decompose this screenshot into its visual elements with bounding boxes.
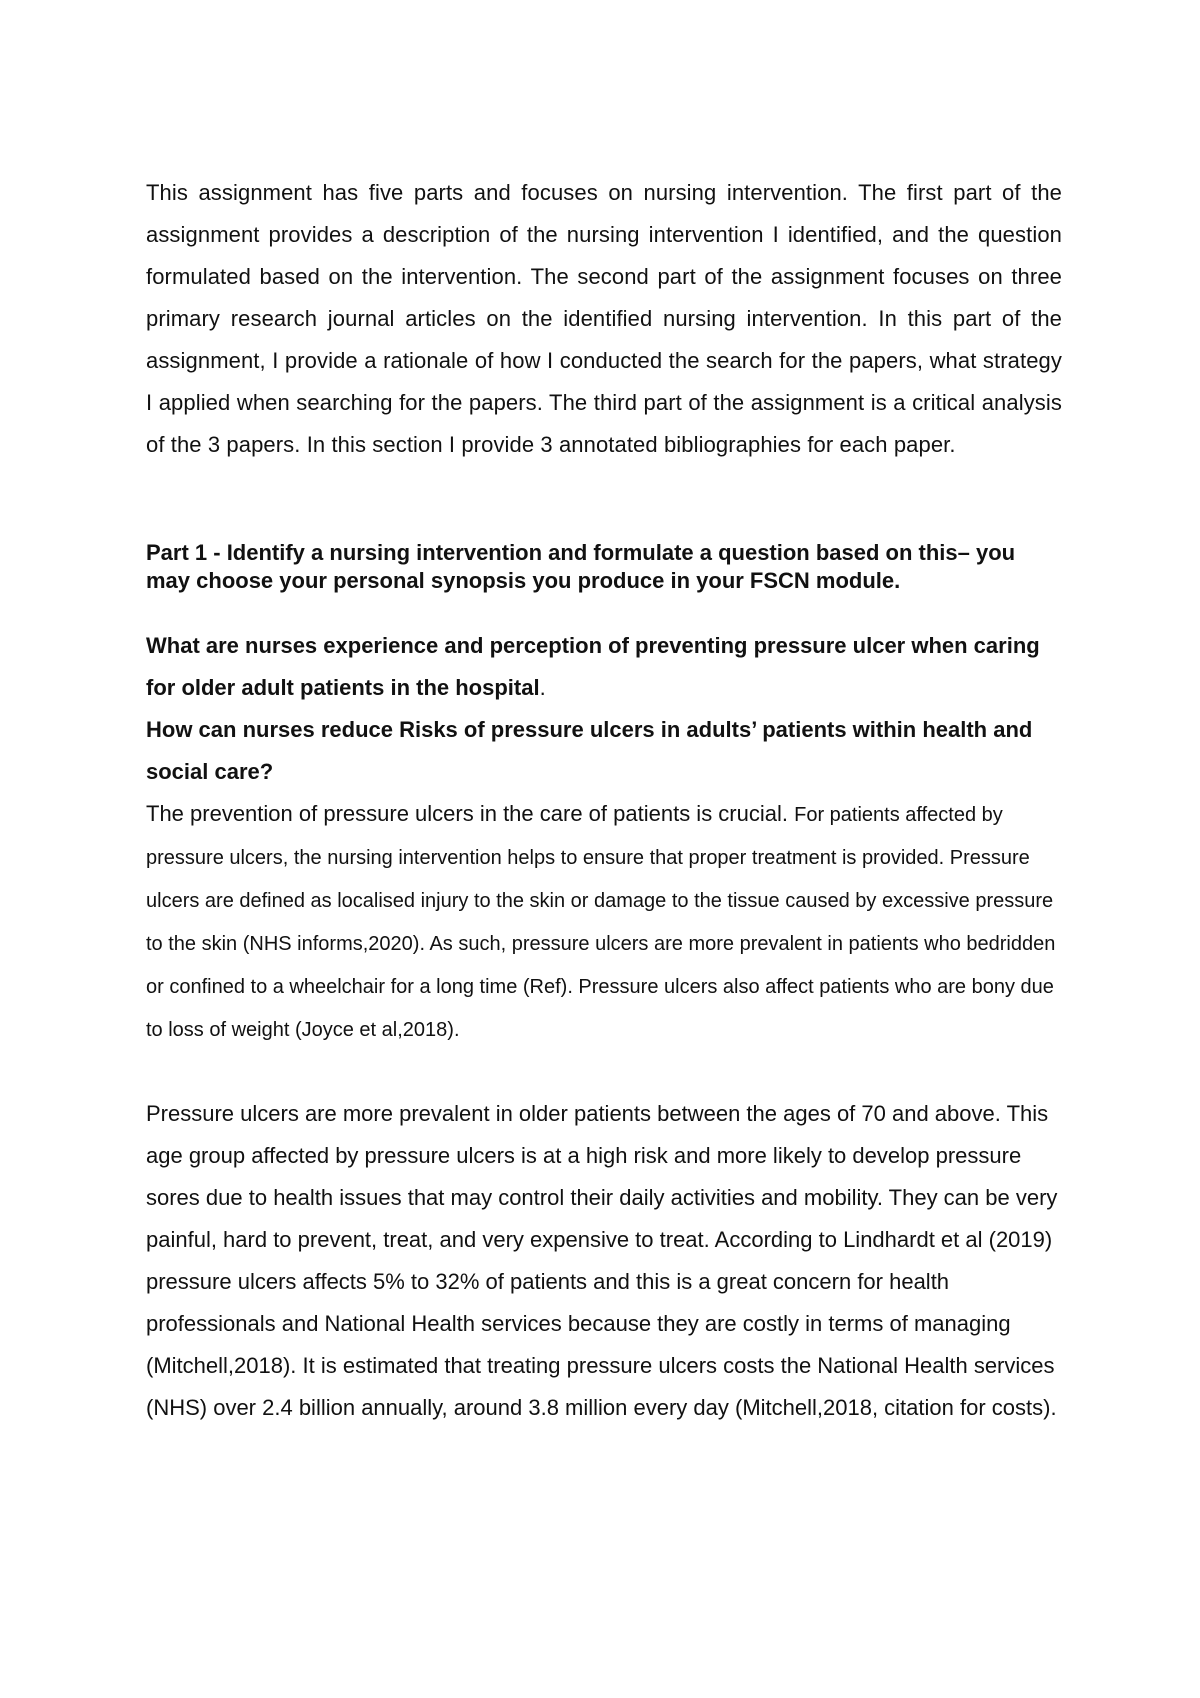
question-one bbox=[146, 625, 1062, 709]
body-paragraph-one bbox=[146, 793, 1062, 1051]
body-paragraph-one-rest: For patients affected by pressure ulcers, the nursing intervention helps to ensure that proper treatment is provided. Pressure ulcers are defined as localised injury to the skin or damage to the tissue caused by excessive pressure to the skin (NHS informs,2020). As such, pressure ulcers are more prevalent in patients who bedridden or confined to a wheelchair for a long time (Ref). Pressure ulcers also affect patients who are bony due to loss of weight (Joyce et al,2018). bbox=[146, 804, 1056, 1041]
document-body bbox=[146, 172, 1062, 1429]
part1-heading: Part 1 - Identify a nursing intervention and formulate a question based on this– you may choose your personal synopsis you produce in your FSCN module. bbox=[146, 540, 1016, 593]
question-one-tail: . bbox=[539, 675, 546, 700]
research-questions bbox=[146, 625, 1062, 793]
body-paragraph-one-lead: The prevention of pressure ulcers in the care of patients is crucial. bbox=[146, 801, 795, 826]
intro-paragraph: This assignment has five parts and focuses on nursing intervention. The first part of the assignment provides a description of the nursing intervention I identified, and the question formulated based on the intervention. The second part of the assignment focuses on three primary research journal articles on the identified nursing intervention. In this part of the assignment, I provide a rationale of how I conducted the search for the papers, what strategy I applied when searching for the papers. The third part of the assignment is a critical analysis of the 3 papers. In this section I provide 3 annotated bibliographies for each paper. bbox=[146, 180, 1062, 457]
question-two: How can nurses reduce Risks of pressure ulcers in adults’ patients within health and social care? bbox=[146, 717, 1033, 784]
question-one-text: What are nurses experience and perception of preventing pressure ulcer when caring for older adult patients in the hospital bbox=[146, 633, 1040, 700]
body-paragraph-two: Pressure ulcers are more prevalent in older patients between the ages of 70 and above. This age group affected by pressure ulcers is at a high risk and more likely to develop pressure sores due to health issues that may control their daily activities and mobility. They can be very painful, hard to prevent, treat, and very expensive to treat. According to Lindhardt et al (2019) pressure ulcers affects 5% to 32% of patients and this is a great concern for health professionals and National Health services because they are costly in terms of managing (Mitchell,2018). It is estimated that treating pressure ulcers costs the National Health services (NHS) over 2.4 billion annually, around 3.8 million every day (Mitchell,2018, citation for costs). bbox=[146, 1101, 1058, 1420]
